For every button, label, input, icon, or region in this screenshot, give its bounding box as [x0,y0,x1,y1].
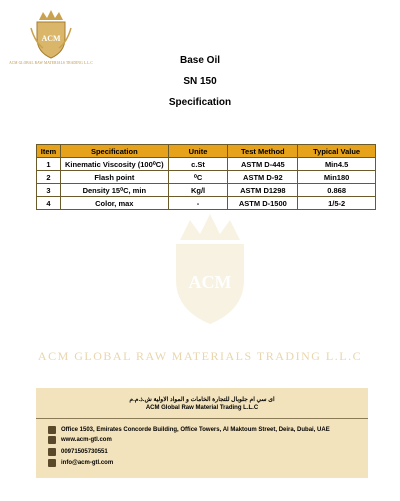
cell-specification: Density 15⁰C, min [60,184,168,197]
header-unite: Unite [168,145,228,158]
cell-specification: Flash point [60,171,168,184]
cell-test-method: ASTM D-92 [228,171,298,184]
cell-typical-value: 0.868 [298,184,376,197]
table-row [37,158,376,171]
phone-icon [48,448,56,456]
watermark-company-name: ACM GLOBAL RAW MATERIALS TRADING L.L.C [37,349,363,363]
footer-company-name: ACM Global Raw Material Trading L.L.C [145,405,259,411]
header-item: Item [37,145,61,158]
cell-item: 1 [37,158,61,171]
product-grade: SN 150 [183,76,217,87]
cell-typical-value: Min4.5 [298,158,376,171]
footer-website-row [48,436,112,444]
cell-test-method: ASTM D-445 [228,158,298,171]
footer-email[interactable]: info@acm-gtl.com [61,460,114,466]
footer-address: Office 1503, Emirates Concorde Building, Office Towers, Al Maktoum Street, Deira, Dubai, UAE [61,427,330,433]
table-header-row [37,145,376,158]
letterhead-footer [36,388,368,478]
watermark-emblem [150,210,270,330]
cell-unite: ⁰C [168,171,228,184]
footer-phone-row [48,448,108,456]
footer-address-row [48,426,330,434]
footer-arabic-name: اى سي ام جلوبال للتجارة الخامات و المواد الاولية ش.ذ.م.م [129,397,275,403]
header-test-method: Test Method [228,145,298,158]
footer-website[interactable]: www.acm-gtl.com [61,437,112,443]
mail-icon [48,459,56,467]
cell-specification: Kinematic Viscosity (100⁰C) [60,158,168,171]
product-name: Base Oil [179,55,221,66]
crown-shield-emblem [29,8,73,60]
table-row [37,184,376,197]
cell-item: 3 [37,184,61,197]
cell-item: 2 [37,171,61,184]
table-row [37,197,376,210]
cell-test-method: ASTM D1298 [228,184,298,197]
header-typical-value: Typical Value [298,145,376,158]
logo-emblem-text: ACM [41,34,61,43]
watermark-emblem-text: ACM [188,272,232,292]
cell-specification: Color, max [60,197,168,210]
cell-typical-value: Min180 [298,171,376,184]
specification-table [36,144,376,210]
globe-icon [48,436,56,444]
cell-typical-value: 1/5-2 [298,197,376,210]
footer-phone: 00971505730551 [61,449,108,455]
footer-divider [36,418,368,419]
cell-item: 4 [37,197,61,210]
company-logo [8,8,94,78]
cell-unite: - [168,197,228,210]
cell-unite: c.St [168,158,228,171]
footer-email-row [48,459,113,467]
cell-unite: Kg/l [168,184,228,197]
cell-test-method: ASTM D-1500 [228,197,298,210]
logo-company-name: ACM GLOBAL RAW MATERIALS TRADING L.L.C [9,61,93,65]
table-row [37,171,376,184]
building-icon [48,426,56,434]
document-title: Specification [168,97,232,108]
header-specification: Specification [60,145,168,158]
